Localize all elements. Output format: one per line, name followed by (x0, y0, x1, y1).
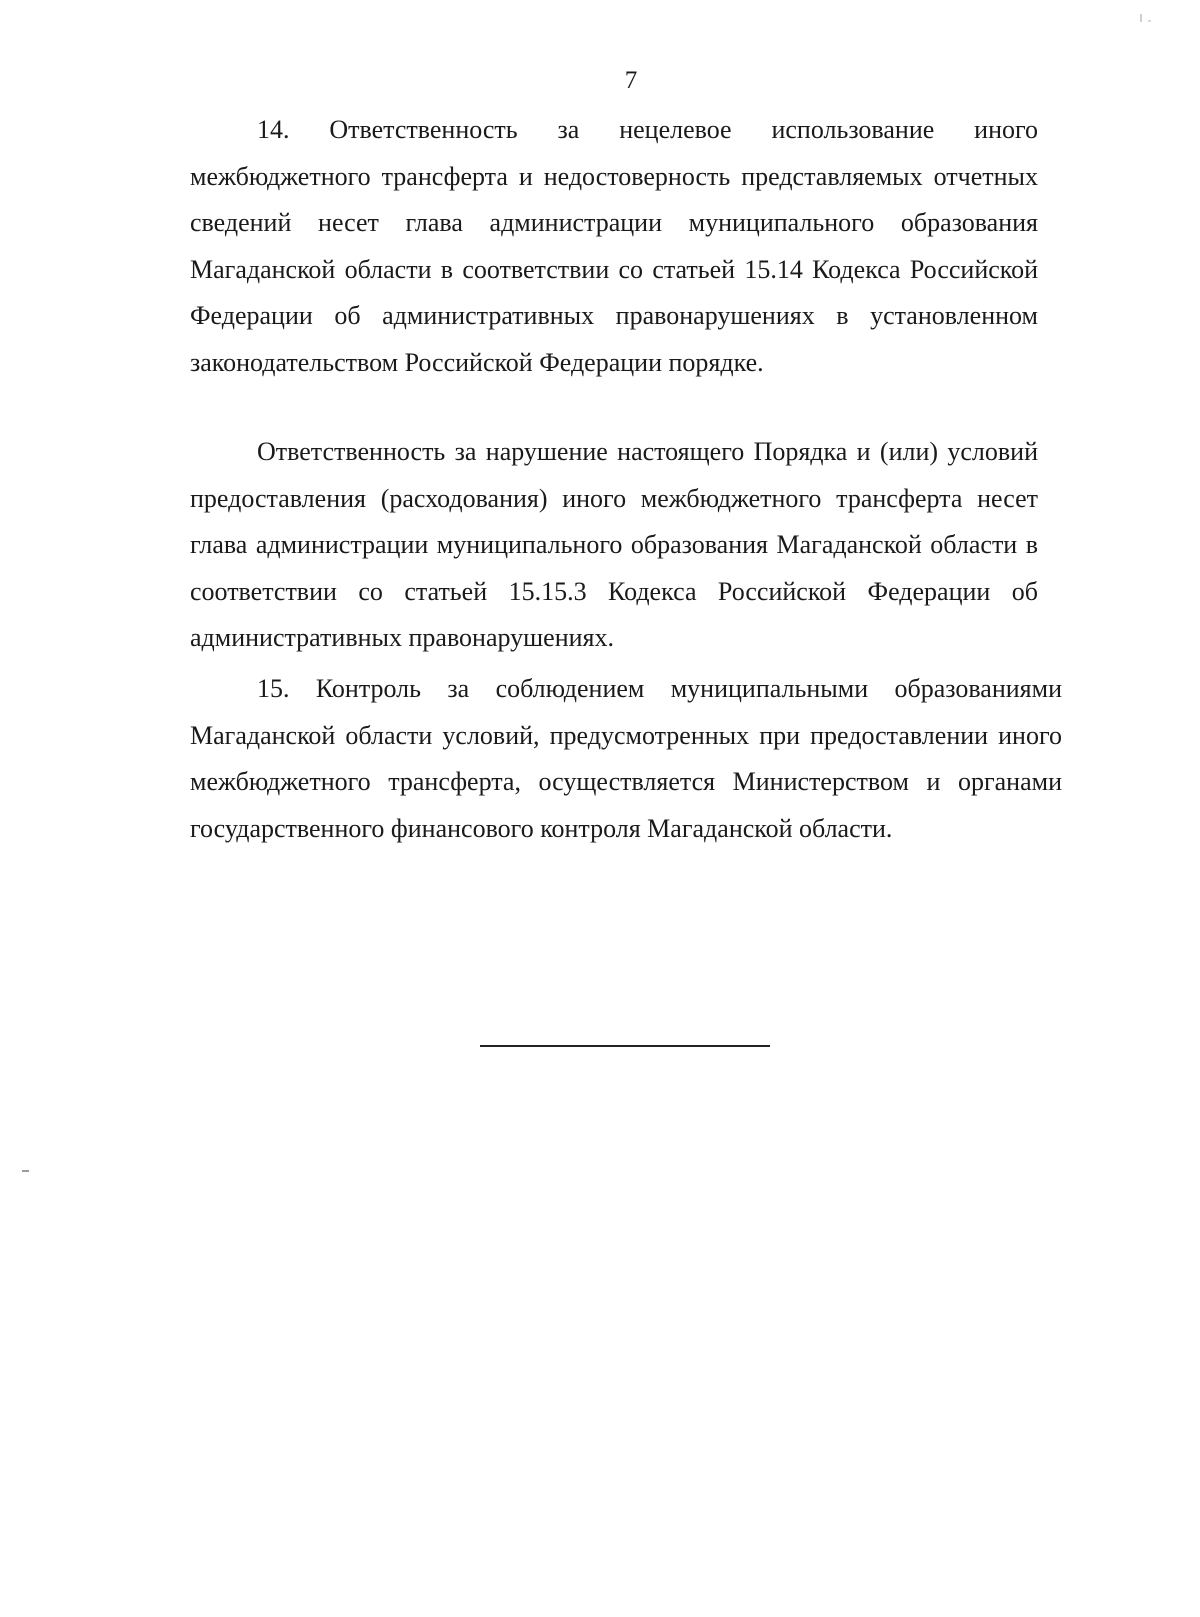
clause-15 (190, 666, 1062, 852)
scan-speck (22, 1170, 29, 1172)
scan-speck (1140, 14, 1142, 22)
clause-14-continuation (190, 429, 1038, 662)
clause-15-paragraph: 15. Контроль за соблюдением муниципальными образованиями Магаданской области условий, предусмотренных при предоставлении иного межбюджетного трансферта, осуществляется Министерством и органами государственного финансового контроля Магаданской области. (190, 674, 1062, 843)
clause-14 (190, 107, 1038, 387)
scan-speck (1148, 20, 1151, 22)
end-of-document-rule (480, 1045, 770, 1047)
clause-14-second-paragraph: Ответственность за нарушение настоящего Порядка и (или) условий предоставления (расходования) иного межбюджетного трансферта несет глава администрации муниципального образования Магаданской области в соответствии со статьей 15.15.3 Кодекса Российской Федерации об административных правонарушениях. (190, 437, 1038, 653)
page-number: 7 (624, 67, 638, 94)
clause-14-paragraph: 14. Ответственность за нецелевое использование иного межбюджетного трансферта и недостоверность представляемых отчетных сведений несет глава администрации муниципального образования Магаданской области в соответствии со статьей 15.14 Кодекса Российской Федерации об административных правонарушениях в установленном законодательством Российской Федерации порядке. (190, 115, 1038, 377)
